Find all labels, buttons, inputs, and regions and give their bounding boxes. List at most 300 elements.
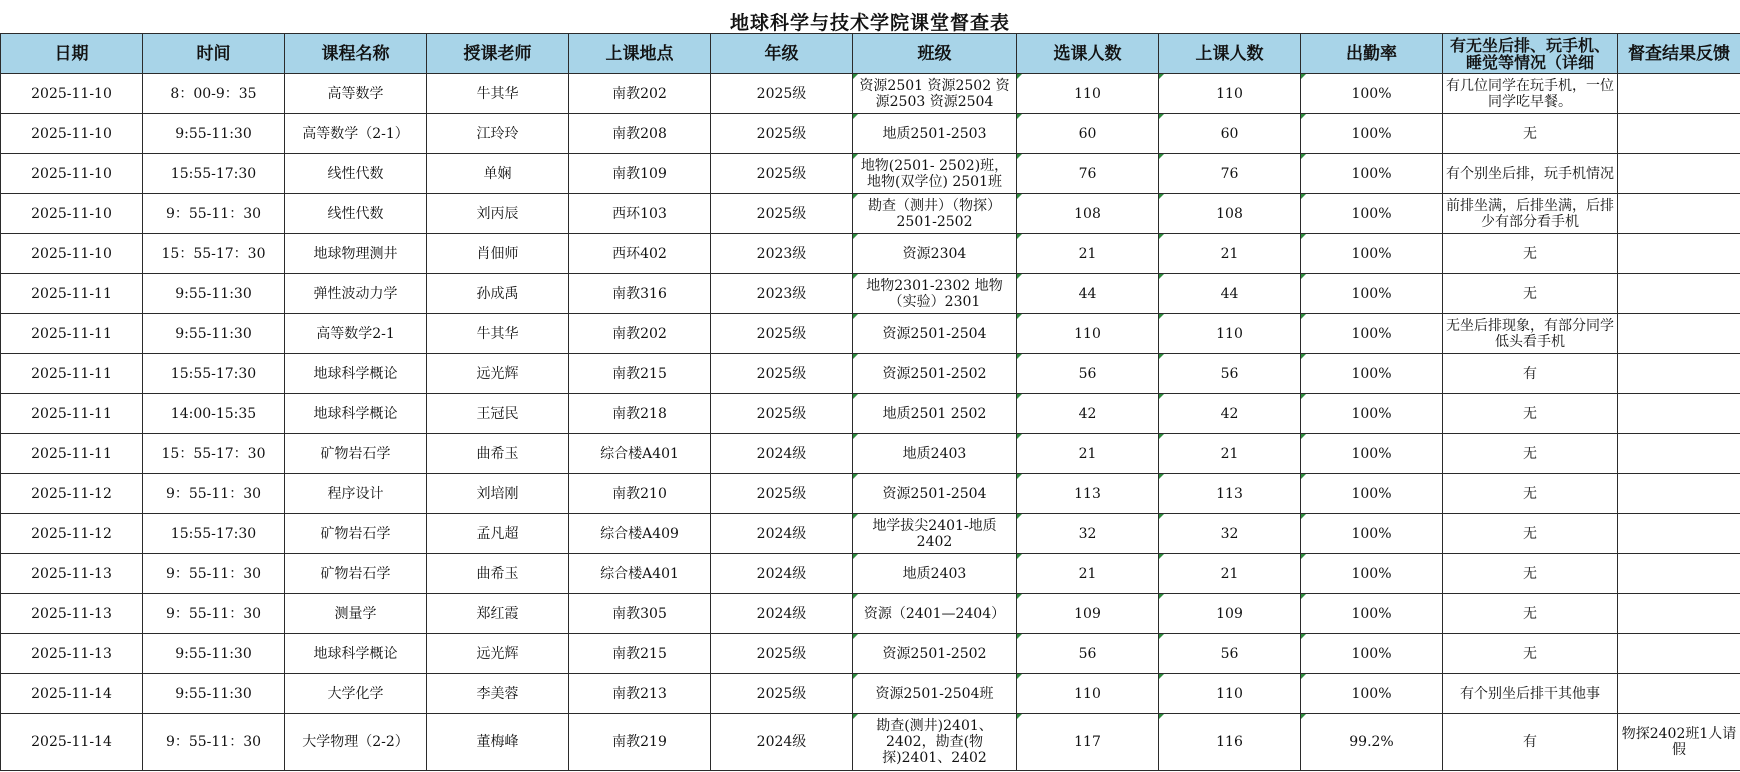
date-cell[interactable] bbox=[1, 234, 143, 274]
time-cell[interactable] bbox=[143, 514, 285, 554]
table-row bbox=[1, 274, 1740, 314]
location-cell[interactable] bbox=[569, 434, 711, 474]
time-cell[interactable] bbox=[143, 634, 285, 674]
behavior-notes-cell[interactable] bbox=[1443, 394, 1618, 434]
behavior-notes-cell[interactable] bbox=[1443, 194, 1618, 234]
location-cell[interactable] bbox=[569, 514, 711, 554]
course-name-cell[interactable] bbox=[285, 554, 427, 594]
attendance-count-cell[interactable] bbox=[1159, 234, 1301, 274]
time-text: 14:00-15:35 bbox=[170, 405, 257, 422]
attendance-count-text: 42 bbox=[1220, 405, 1239, 422]
location-text: 南教208 bbox=[612, 125, 667, 142]
feedback-cell[interactable] bbox=[1618, 154, 1740, 194]
location-text: 南教218 bbox=[612, 405, 667, 422]
grade-cell[interactable] bbox=[711, 154, 853, 194]
class-text: 资源2501-2504班 bbox=[875, 685, 994, 702]
teacher-cell[interactable] bbox=[427, 674, 569, 714]
date-cell[interactable] bbox=[1, 714, 143, 771]
grade-cell[interactable] bbox=[711, 554, 853, 594]
enrolled-count-text: 60 bbox=[1078, 125, 1097, 142]
grade-cell[interactable] bbox=[711, 714, 853, 771]
course-name-cell[interactable] bbox=[285, 474, 427, 514]
feedback-text: 物探2402班1人请假 bbox=[1621, 726, 1737, 758]
location-cell[interactable] bbox=[569, 354, 711, 394]
grade-cell[interactable] bbox=[711, 434, 853, 474]
class-cell[interactable] bbox=[853, 194, 1017, 234]
class-cell[interactable] bbox=[853, 234, 1017, 274]
date-cell[interactable] bbox=[1, 274, 143, 314]
enrolled-count-cell[interactable] bbox=[1017, 674, 1159, 714]
class-cell[interactable] bbox=[853, 474, 1017, 514]
behavior-notes-cell[interactable] bbox=[1443, 234, 1618, 274]
attendance-count-cell[interactable] bbox=[1159, 594, 1301, 634]
course-name-cell[interactable] bbox=[285, 674, 427, 714]
time-cell[interactable] bbox=[143, 714, 285, 771]
behavior-notes-cell[interactable] bbox=[1443, 474, 1618, 514]
date-text: 2025-11-10 bbox=[31, 165, 112, 182]
enrolled-count-text: 44 bbox=[1078, 285, 1097, 302]
behavior-notes-text: 无 bbox=[1523, 485, 1537, 502]
grade-text: 2024级 bbox=[756, 734, 807, 750]
behavior-notes-text: 前排坐满，后排坐满，后排少有部分看手机 bbox=[1446, 197, 1614, 230]
enrolled-count-cell[interactable] bbox=[1017, 634, 1159, 674]
enrolled-count-cell[interactable] bbox=[1017, 274, 1159, 314]
time-text: 15:55-17:30 bbox=[170, 365, 257, 382]
enrolled-count-text: 56 bbox=[1078, 645, 1097, 662]
course-name-text: 高等数学2-1 bbox=[316, 325, 395, 342]
class-cell[interactable] bbox=[853, 514, 1017, 554]
attendance-rate-cell[interactable] bbox=[1301, 154, 1443, 194]
grade-cell[interactable] bbox=[711, 514, 853, 554]
location-cell[interactable] bbox=[569, 554, 711, 594]
class-cell[interactable] bbox=[853, 714, 1017, 771]
feedback-cell[interactable] bbox=[1618, 234, 1740, 274]
behavior-notes-cell[interactable] bbox=[1443, 434, 1618, 474]
location-cell[interactable] bbox=[569, 674, 711, 714]
attendance-rate-cell[interactable] bbox=[1301, 474, 1443, 514]
date-cell[interactable] bbox=[1, 314, 143, 354]
time-text: 9：55-11：30 bbox=[165, 565, 262, 582]
date-text: 2025-11-10 bbox=[31, 245, 112, 262]
location-cell[interactable] bbox=[569, 74, 711, 114]
attendance-count-text: 60 bbox=[1220, 125, 1239, 142]
header-cell[interactable]: 日期 bbox=[1, 34, 143, 74]
attendance-count-cell[interactable] bbox=[1159, 74, 1301, 114]
attendance-rate-cell[interactable] bbox=[1301, 674, 1443, 714]
feedback-cell[interactable] bbox=[1618, 634, 1740, 674]
time-cell[interactable] bbox=[143, 74, 285, 114]
time-text: 9:55-11:30 bbox=[175, 125, 252, 142]
time-cell[interactable] bbox=[143, 394, 285, 434]
class-text: 地质2403 bbox=[902, 445, 967, 462]
grade-cell[interactable] bbox=[711, 274, 853, 314]
feedback-cell[interactable] bbox=[1618, 714, 1740, 771]
date-cell[interactable] bbox=[1, 474, 143, 514]
time-cell[interactable] bbox=[143, 554, 285, 594]
attendance-rate-text: 100% bbox=[1351, 685, 1392, 702]
feedback-cell[interactable] bbox=[1618, 114, 1740, 154]
header-cell[interactable]: 上课地点 bbox=[569, 34, 711, 74]
date-cell[interactable] bbox=[1, 154, 143, 194]
course-name-cell[interactable] bbox=[285, 114, 427, 154]
feedback-cell[interactable] bbox=[1618, 474, 1740, 514]
time-text: 9：55-11：30 bbox=[165, 485, 262, 502]
enrolled-count-cell[interactable] bbox=[1017, 514, 1159, 554]
attendance-rate-cell[interactable] bbox=[1301, 714, 1443, 771]
time-cell[interactable] bbox=[143, 154, 285, 194]
enrolled-count-text: 117 bbox=[1074, 734, 1101, 750]
enrolled-count-cell[interactable] bbox=[1017, 474, 1159, 514]
behavior-notes-cell[interactable] bbox=[1443, 514, 1618, 554]
behavior-notes-cell[interactable] bbox=[1443, 314, 1618, 354]
behavior-notes-text: 无 bbox=[1523, 405, 1537, 422]
date-cell[interactable] bbox=[1, 634, 143, 674]
course-name-text: 地球科学概论 bbox=[313, 405, 398, 422]
grade-cell[interactable] bbox=[711, 314, 853, 354]
date-cell[interactable] bbox=[1, 74, 143, 114]
location-cell[interactable] bbox=[569, 594, 711, 634]
location-text: 南教305 bbox=[612, 605, 667, 622]
course-name-cell[interactable] bbox=[285, 714, 427, 771]
enrolled-count-cell[interactable] bbox=[1017, 394, 1159, 434]
location-cell[interactable] bbox=[569, 394, 711, 434]
attendance-count-cell[interactable] bbox=[1159, 714, 1301, 771]
behavior-notes-cell[interactable] bbox=[1443, 594, 1618, 634]
attendance-rate-cell[interactable] bbox=[1301, 634, 1443, 674]
teacher-text: 曲希玉 bbox=[476, 565, 519, 582]
time-cell[interactable] bbox=[143, 314, 285, 354]
attendance-count-cell[interactable] bbox=[1159, 194, 1301, 234]
header-row bbox=[1, 34, 1740, 74]
teacher-cell[interactable] bbox=[427, 514, 569, 554]
table-row bbox=[1, 594, 1740, 634]
location-text: 综合楼A409 bbox=[600, 525, 679, 542]
attendance-count-text: 21 bbox=[1220, 245, 1239, 262]
table-row bbox=[1, 394, 1740, 434]
feedback-cell[interactable] bbox=[1618, 274, 1740, 314]
table-row bbox=[1, 114, 1740, 154]
teacher-cell[interactable] bbox=[427, 714, 569, 771]
enrolled-count-cell[interactable] bbox=[1017, 234, 1159, 274]
date-text: 2025-11-11 bbox=[31, 285, 112, 302]
teacher-cell[interactable] bbox=[427, 554, 569, 594]
location-text: 南教219 bbox=[612, 734, 667, 750]
behavior-notes-cell[interactable] bbox=[1443, 674, 1618, 714]
attendance-rate-text: 100% bbox=[1351, 165, 1392, 182]
attendance-count-cell[interactable] bbox=[1159, 514, 1301, 554]
location-cell[interactable] bbox=[569, 274, 711, 314]
date-cell[interactable] bbox=[1, 194, 143, 234]
enrolled-count-cell[interactable] bbox=[1017, 594, 1159, 634]
attendance-count-cell[interactable] bbox=[1159, 114, 1301, 154]
header-cell[interactable]: 班级 bbox=[853, 34, 1017, 74]
teacher-cell[interactable] bbox=[427, 394, 569, 434]
feedback-cell[interactable] bbox=[1618, 74, 1740, 114]
time-text: 8：00-9：35 bbox=[170, 85, 257, 102]
date-cell[interactable] bbox=[1, 434, 143, 474]
teacher-cell[interactable] bbox=[427, 74, 569, 114]
class-text: 勘查(测井)2401、2402，勘查(物探)2401、2402 bbox=[876, 718, 993, 766]
header-cell[interactable]: 督查结果反馈 bbox=[1618, 34, 1740, 74]
attendance-rate-cell[interactable] bbox=[1301, 514, 1443, 554]
date-cell[interactable] bbox=[1, 554, 143, 594]
attendance-count-text: 56 bbox=[1220, 645, 1239, 662]
enrolled-count-cell[interactable] bbox=[1017, 354, 1159, 394]
time-cell[interactable] bbox=[143, 234, 285, 274]
attendance-count-text: 21 bbox=[1220, 565, 1239, 582]
behavior-notes-cell[interactable] bbox=[1443, 114, 1618, 154]
date-cell[interactable] bbox=[1, 354, 143, 394]
feedback-cell[interactable] bbox=[1618, 514, 1740, 554]
table-body bbox=[1, 74, 1740, 771]
time-cell[interactable] bbox=[143, 354, 285, 394]
teacher-cell[interactable] bbox=[427, 194, 569, 234]
teacher-text: 曲希玉 bbox=[476, 445, 519, 462]
time-text: 15:55-17:30 bbox=[170, 525, 257, 542]
date-cell[interactable] bbox=[1, 674, 143, 714]
grade-text: 2023级 bbox=[756, 245, 807, 262]
grade-cell[interactable] bbox=[711, 354, 853, 394]
header-cell[interactable]: 有无坐后排、玩手机、睡觉等情况（详细 bbox=[1443, 34, 1618, 74]
time-text: 9:55-11:30 bbox=[175, 645, 252, 662]
date-cell[interactable] bbox=[1, 514, 143, 554]
teacher-cell[interactable] bbox=[427, 474, 569, 514]
course-name-text: 高等数学 bbox=[327, 85, 384, 102]
behavior-notes-cell[interactable] bbox=[1443, 154, 1618, 194]
course-name-cell[interactable] bbox=[285, 434, 427, 474]
teacher-cell[interactable] bbox=[427, 314, 569, 354]
class-text: 资源2501-2504 bbox=[882, 485, 987, 502]
grade-text: 2025级 bbox=[756, 325, 807, 342]
course-name-cell[interactable] bbox=[285, 194, 427, 234]
header-cell[interactable]: 授课老师 bbox=[427, 34, 569, 74]
time-cell[interactable] bbox=[143, 594, 285, 634]
header-cell[interactable]: 上课人数 bbox=[1159, 34, 1301, 74]
time-cell[interactable] bbox=[143, 274, 285, 314]
course-name-cell[interactable] bbox=[285, 234, 427, 274]
header-cell[interactable]: 课程名称 bbox=[285, 34, 427, 74]
attendance-rate-cell[interactable] bbox=[1301, 274, 1443, 314]
course-name-cell[interactable] bbox=[285, 514, 427, 554]
class-text: 资源2501-2502 bbox=[882, 645, 987, 662]
enrolled-count-cell[interactable] bbox=[1017, 194, 1159, 234]
class-cell[interactable] bbox=[853, 314, 1017, 354]
class-text: 资源2304 bbox=[902, 245, 967, 262]
teacher-cell[interactable] bbox=[427, 274, 569, 314]
teacher-cell[interactable] bbox=[427, 634, 569, 674]
attendance-rate-cell[interactable] bbox=[1301, 554, 1443, 594]
course-name-cell[interactable] bbox=[285, 354, 427, 394]
teacher-cell[interactable] bbox=[427, 354, 569, 394]
attendance-count-cell[interactable] bbox=[1159, 314, 1301, 354]
teacher-cell[interactable] bbox=[427, 594, 569, 634]
class-cell[interactable] bbox=[853, 634, 1017, 674]
teacher-text: 单娴 bbox=[483, 165, 512, 182]
table-row bbox=[1, 714, 1740, 771]
class-cell[interactable] bbox=[853, 114, 1017, 154]
feedback-cell[interactable] bbox=[1618, 314, 1740, 354]
class-cell[interactable] bbox=[853, 554, 1017, 594]
attendance-count-cell[interactable] bbox=[1159, 634, 1301, 674]
location-text: 西环402 bbox=[612, 245, 667, 262]
teacher-cell[interactable] bbox=[427, 234, 569, 274]
time-cell[interactable] bbox=[143, 474, 285, 514]
grade-cell[interactable] bbox=[711, 234, 853, 274]
grade-text: 2024级 bbox=[756, 605, 807, 622]
teacher-cell[interactable] bbox=[427, 114, 569, 154]
enrolled-count-cell[interactable] bbox=[1017, 74, 1159, 114]
attendance-count-cell[interactable] bbox=[1159, 434, 1301, 474]
grade-cell[interactable] bbox=[711, 194, 853, 234]
attendance-count-cell[interactable] bbox=[1159, 554, 1301, 594]
date-text: 2025-11-12 bbox=[31, 525, 112, 542]
table-row bbox=[1, 314, 1740, 354]
location-cell[interactable] bbox=[569, 474, 711, 514]
course-name-cell[interactable] bbox=[285, 594, 427, 634]
class-cell[interactable] bbox=[853, 674, 1017, 714]
date-cell[interactable] bbox=[1, 114, 143, 154]
enrolled-count-text: 21 bbox=[1078, 245, 1097, 262]
header-cell[interactable]: 选课人数 bbox=[1017, 34, 1159, 74]
teacher-text: 王冠民 bbox=[476, 405, 519, 422]
location-cell[interactable] bbox=[569, 154, 711, 194]
enrolled-count-cell[interactable] bbox=[1017, 554, 1159, 594]
teacher-text: 孟凡超 bbox=[476, 525, 519, 542]
location-cell[interactable] bbox=[569, 194, 711, 234]
attendance-rate-text: 100% bbox=[1351, 485, 1392, 502]
feedback-cell[interactable] bbox=[1618, 554, 1740, 594]
behavior-notes-cell[interactable] bbox=[1443, 354, 1618, 394]
attendance-count-cell[interactable] bbox=[1159, 394, 1301, 434]
location-text: 西环103 bbox=[612, 205, 667, 222]
behavior-notes-text: 有 bbox=[1523, 734, 1537, 750]
header-cell[interactable]: 出勤率 bbox=[1301, 34, 1443, 74]
location-cell[interactable] bbox=[569, 634, 711, 674]
enrolled-count-cell[interactable] bbox=[1017, 434, 1159, 474]
course-name-cell[interactable] bbox=[285, 634, 427, 674]
behavior-notes-cell[interactable] bbox=[1443, 274, 1618, 314]
attendance-rate-text: 99.2% bbox=[1349, 734, 1394, 750]
grade-cell[interactable] bbox=[711, 674, 853, 714]
course-name-text: 地球科学概论 bbox=[313, 645, 398, 662]
time-cell[interactable] bbox=[143, 114, 285, 154]
teacher-text: 孙成禹 bbox=[476, 285, 519, 302]
grade-cell[interactable] bbox=[711, 74, 853, 114]
table-row bbox=[1, 674, 1740, 714]
course-name-cell[interactable] bbox=[285, 274, 427, 314]
enrolled-count-cell[interactable] bbox=[1017, 714, 1159, 771]
teacher-cell[interactable] bbox=[427, 154, 569, 194]
date-text: 2025-11-11 bbox=[31, 365, 112, 382]
table-row bbox=[1, 234, 1740, 274]
location-cell[interactable] bbox=[569, 314, 711, 354]
grade-cell[interactable] bbox=[711, 634, 853, 674]
date-cell[interactable] bbox=[1, 394, 143, 434]
teacher-text: 郑红霞 bbox=[476, 605, 519, 622]
attendance-count-cell[interactable] bbox=[1159, 274, 1301, 314]
behavior-notes-cell[interactable] bbox=[1443, 714, 1618, 771]
attendance-rate-cell[interactable] bbox=[1301, 434, 1443, 474]
attendance-rate-text: 100% bbox=[1351, 285, 1392, 302]
attendance-count-cell[interactable] bbox=[1159, 474, 1301, 514]
course-name-cell[interactable] bbox=[285, 74, 427, 114]
grade-cell[interactable] bbox=[711, 594, 853, 634]
teacher-text: 董梅峰 bbox=[476, 734, 519, 750]
enrolled-count-cell[interactable] bbox=[1017, 154, 1159, 194]
attendance-rate-cell[interactable] bbox=[1301, 114, 1443, 154]
attendance-rate-cell[interactable] bbox=[1301, 354, 1443, 394]
course-name-text: 程序设计 bbox=[327, 485, 384, 502]
behavior-notes-cell[interactable] bbox=[1443, 74, 1618, 114]
grade-cell[interactable] bbox=[711, 394, 853, 434]
teacher-cell[interactable] bbox=[427, 434, 569, 474]
course-name-cell[interactable] bbox=[285, 394, 427, 434]
attendance-rate-cell[interactable] bbox=[1301, 194, 1443, 234]
grade-cell[interactable] bbox=[711, 114, 853, 154]
course-name-cell[interactable] bbox=[285, 154, 427, 194]
grade-text: 2024级 bbox=[756, 525, 807, 542]
date-text: 2025-11-10 bbox=[31, 205, 112, 222]
location-cell[interactable] bbox=[569, 714, 711, 771]
grade-text: 2024级 bbox=[756, 445, 807, 462]
feedback-cell[interactable] bbox=[1618, 394, 1740, 434]
grade-text: 2025级 bbox=[756, 645, 807, 662]
time-text: 15：55-17：30 bbox=[161, 245, 266, 262]
attendance-count-cell[interactable] bbox=[1159, 154, 1301, 194]
header-cell[interactable]: 年级 bbox=[711, 34, 853, 74]
attendance-rate-cell[interactable] bbox=[1301, 314, 1443, 354]
attendance-rate-cell[interactable] bbox=[1301, 74, 1443, 114]
feedback-cell[interactable] bbox=[1618, 674, 1740, 714]
feedback-cell[interactable] bbox=[1618, 354, 1740, 394]
class-cell[interactable] bbox=[853, 594, 1017, 634]
class-cell[interactable] bbox=[853, 154, 1017, 194]
date-cell[interactable] bbox=[1, 594, 143, 634]
time-cell[interactable] bbox=[143, 674, 285, 714]
behavior-notes-cell[interactable] bbox=[1443, 634, 1618, 674]
grade-text: 2024级 bbox=[756, 565, 807, 582]
class-cell[interactable] bbox=[853, 74, 1017, 114]
attendance-rate-cell[interactable] bbox=[1301, 594, 1443, 634]
time-cell[interactable] bbox=[143, 194, 285, 234]
attendance-rate-cell[interactable] bbox=[1301, 394, 1443, 434]
header-cell[interactable]: 时间 bbox=[143, 34, 285, 74]
attendance-rate-text: 100% bbox=[1351, 525, 1392, 542]
grade-text: 2025级 bbox=[756, 365, 807, 382]
behavior-notes-cell[interactable] bbox=[1443, 554, 1618, 594]
grade-cell[interactable] bbox=[711, 474, 853, 514]
class-cell[interactable] bbox=[853, 434, 1017, 474]
course-name-cell[interactable] bbox=[285, 314, 427, 354]
class-text: 资源2501-2504 bbox=[882, 325, 987, 342]
class-cell[interactable] bbox=[853, 354, 1017, 394]
feedback-cell[interactable] bbox=[1618, 434, 1740, 474]
attendance-count-cell[interactable] bbox=[1159, 674, 1301, 714]
grade-text: 2025级 bbox=[756, 85, 807, 102]
feedback-cell[interactable] bbox=[1618, 594, 1740, 634]
location-cell[interactable] bbox=[569, 114, 711, 154]
feedback-cell[interactable] bbox=[1618, 194, 1740, 234]
enrolled-count-cell[interactable] bbox=[1017, 114, 1159, 154]
attendance-rate-text: 100% bbox=[1351, 565, 1392, 582]
class-cell[interactable] bbox=[853, 274, 1017, 314]
attendance-count-cell[interactable] bbox=[1159, 354, 1301, 394]
time-cell[interactable] bbox=[143, 434, 285, 474]
enrolled-count-cell[interactable] bbox=[1017, 314, 1159, 354]
location-cell[interactable] bbox=[569, 234, 711, 274]
class-cell[interactable] bbox=[853, 394, 1017, 434]
attendance-rate-cell[interactable] bbox=[1301, 234, 1443, 274]
